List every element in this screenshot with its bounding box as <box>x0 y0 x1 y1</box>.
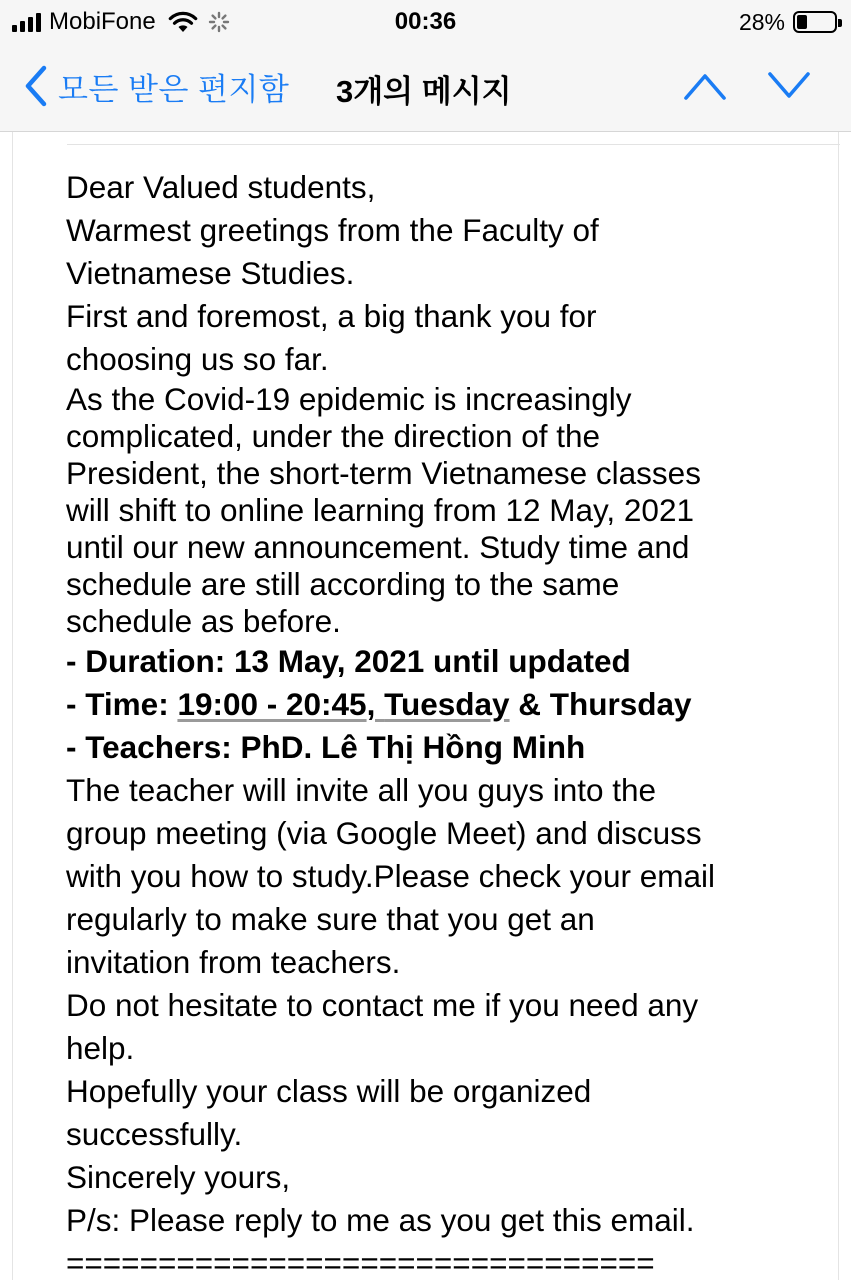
thread-title: 3개의 메시지 <box>336 74 512 109</box>
time-link-separator[interactable]: , <box>366 686 385 722</box>
status-time: 00:36 <box>394 8 457 35</box>
chevron-down-icon[interactable] <box>766 68 812 104</box>
invite-line: group meeting (via Google Meet) and discuss <box>66 815 702 851</box>
message-body <box>66 166 806 1280</box>
thanks-line: First and foremost, a big thank you for <box>66 298 597 334</box>
time-line <box>66 683 806 726</box>
teachers-line: - Teachers: PhD. Lê Thị Hồng Minh <box>66 729 586 765</box>
message-card <box>12 132 839 1280</box>
battery-nub <box>838 19 842 27</box>
hope-line: Hopefully your class will be organized <box>66 1073 592 1109</box>
back-label: 모든 받은 편지함 <box>58 71 290 107</box>
announcement-line: As the Covid-19 epidemic is increasingly <box>66 381 632 417</box>
back-chevron-icon <box>22 64 50 108</box>
battery-percent: 28% <box>738 8 785 35</box>
invite-line: regularly to make sure that you get an <box>66 901 595 937</box>
navigation-bar <box>0 44 851 132</box>
back-button[interactable] <box>22 64 289 108</box>
ps-line: P/s: Please reply to me as you get this email. <box>66 1202 695 1238</box>
announcement-line: schedule are still according to the same <box>66 566 620 602</box>
invite-line: invitation from teachers. <box>66 944 401 980</box>
day-link[interactable]: Tuesday <box>384 686 510 722</box>
status-right <box>739 9 837 35</box>
divider <box>67 144 840 145</box>
greeting: Dear Valued students, <box>66 169 376 205</box>
duration-line: - Duration: 13 May, 2021 until updated <box>66 643 631 679</box>
status-bar <box>0 0 851 44</box>
thanks-line: choosing us so far. <box>66 341 329 377</box>
chevron-up-icon[interactable] <box>682 68 728 104</box>
closing-line: Sincerely yours, <box>66 1159 291 1195</box>
announcement-line: schedule as before. <box>66 603 341 639</box>
separator-line: ================================ <box>66 1245 655 1280</box>
battery-level <box>797 15 807 29</box>
time-prefix: - Time: <box>66 686 178 722</box>
hope-line: successfully. <box>66 1116 243 1152</box>
announcement-line: until our new announcement. Study time and <box>66 529 690 565</box>
announcement-line: will shift to online learning from 12 May, 2021 <box>66 492 694 528</box>
contact-line: Do not hesitate to contact me if you need any <box>66 987 699 1023</box>
invite-line: with you how to study.Please check your email <box>66 858 715 894</box>
announcement-line: complicated, under the direction of the <box>66 418 601 454</box>
contact-line: help. <box>66 1030 135 1066</box>
announcement-line: President, the short-term Vietnamese classes <box>66 455 701 491</box>
invite-line: The teacher will invite all you guys into the <box>66 772 657 808</box>
greeting-line: Vietnamese Studies. <box>66 255 355 291</box>
time-suffix: & Thursday <box>509 686 692 722</box>
time-link[interactable]: 19:00 - 20:45 <box>177 686 367 722</box>
greeting-line: Warmest greetings from the Faculty of <box>66 212 599 248</box>
battery-icon <box>793 11 837 33</box>
carrier-name: MobiFone <box>49 8 156 35</box>
